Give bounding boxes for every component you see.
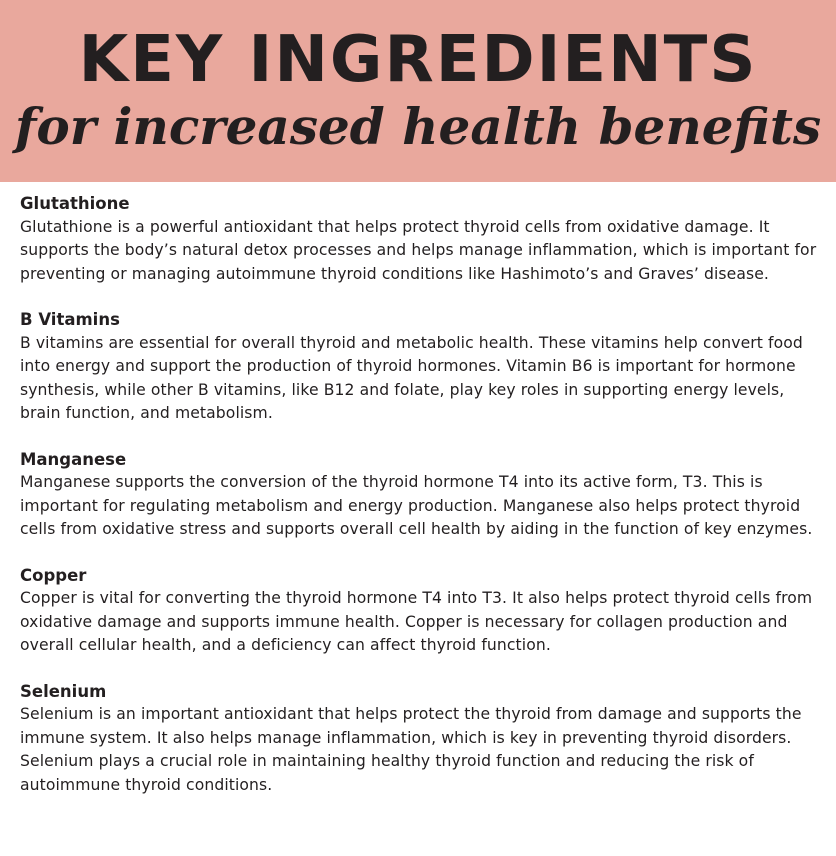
page-title: KEY INGREDIENTS [78,23,758,97]
ingredient-description: Manganese supports the conversion of the thyroid hormone T4 into its active form, T3. This is important for regulating metabolism and energy production. Manganese also helps protect thyroid cells from oxidative stress and supports overall cell health by aiding in the function of key enzymes. [20,473,813,538]
ingredient-section-selenium [20,680,820,798]
ingredient-heading: B Vitamins [20,310,120,329]
ingredient-description: Selenium is an important antioxidant that helps protect the thyroid from damage and supports the immune system. It also helps manage inflammation, which is key in preventing thyroid disorders. Selenium plays a crucial role in maintaining healthy thyroid function and reducing the risk of autoimmune thyroid conditions. [20,705,802,794]
ingredient-description: Copper is vital for converting the thyroid hormone T4 into T3. It also helps protect thyroid cells from oxidative damage and supports immune health. Copper is necessary for collagen production and overall cellular health, and a deficiency can affect thyroid function. [20,589,813,654]
ingredient-heading: Manganese [20,449,127,469]
ingredient-section-b-vitamins [20,308,820,426]
ingredient-heading: Copper [20,565,87,585]
ingredient-description: B vitamins are essential for overall thyroid and metabolic health. These vitamins help convert food into energy and support the production of thyroid hormones. Vitamin B6 is important for hormone synthesis, while other B vitamins, like B12 and folate, play key roles in supporting energy levels, brain function, and metabolism. [20,333,803,422]
ingredient-description: Glutathione is a powerful antioxidant that helps protect thyroid cells from oxidative damage. It supports the body’s natural detox processes and helps manage inflammation, which is important for preventing or managing autoimmune thyroid conditions like Hashimoto’s and Graves’ disease. [20,217,817,283]
ingredient-section-copper [20,564,820,658]
ingredient-heading: Selenium [20,681,107,701]
page-bottom-edge [0,850,836,856]
header-banner [0,0,836,182]
ingredient-section-glutathione [20,192,820,286]
ingredient-section-manganese [20,448,820,542]
page-subtitle: for increased health benefits [14,97,822,156]
ingredients-list [20,192,820,819]
ingredient-heading: Glutathione [20,194,130,213]
